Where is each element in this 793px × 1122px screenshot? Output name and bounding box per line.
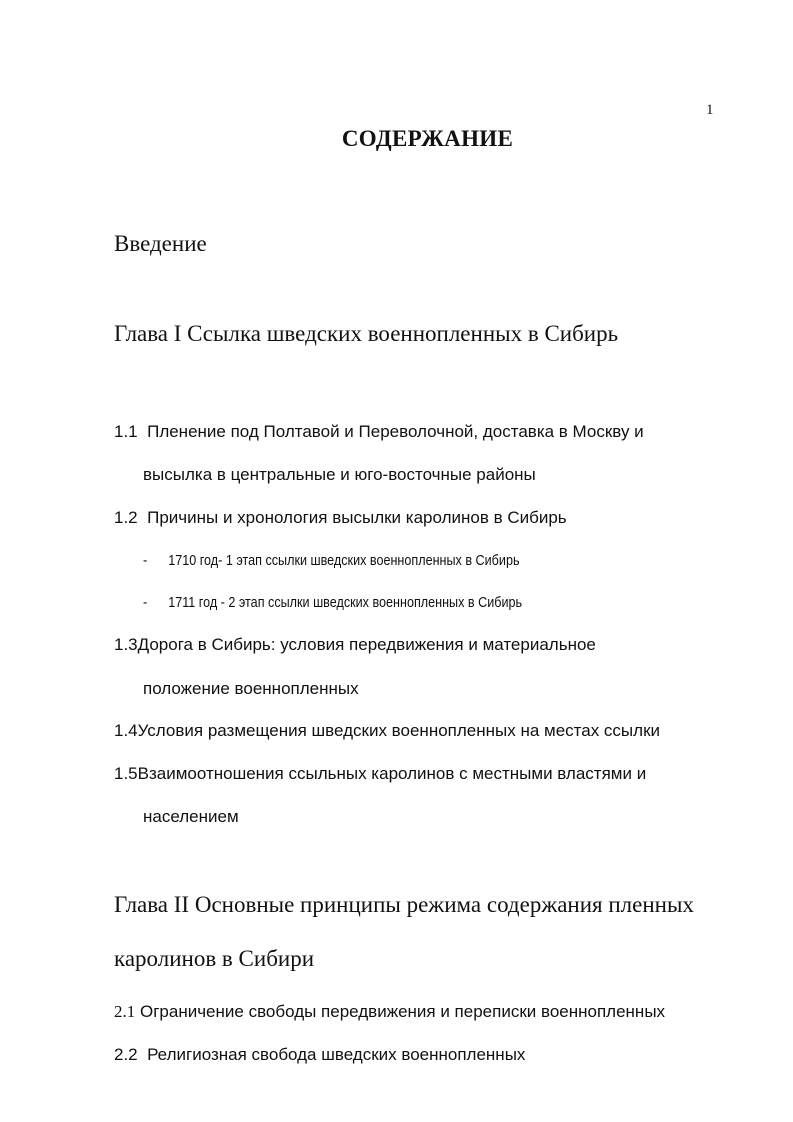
toc-item-text: Пленение под Полтавой и Переволочной, доставка в Москву и	[147, 422, 644, 441]
toc-item-number: 1.4	[114, 721, 138, 740]
toc-item-text: Условия размещения шведских военнопленных на местах ссылки	[137, 721, 661, 740]
toc-item-1-3-continuation: положение военнопленных	[143, 679, 359, 698]
toc-item-text: Дорога в Сибирь: условия передвижения и материальное	[137, 635, 596, 654]
toc-item-number: 1.2	[114, 508, 138, 527]
toc-item-number: 2.1	[114, 1002, 136, 1021]
page-title: СОДЕРЖАНИЕ	[341, 126, 514, 151]
toc-item-1-4	[114, 721, 660, 741]
toc-item-2-2	[114, 1045, 525, 1065]
toc-item-number: 2.2	[114, 1045, 138, 1064]
toc-item-text: Ограничение свободы передвижения и переписки военнопленных	[139, 1002, 666, 1021]
toc-chapter-1-title: Глава I Ссылка шведских военнопленных в Сибирь	[114, 321, 619, 346]
toc-item-1-1-continuation: высылка в центральные и юго-восточные районы	[143, 465, 536, 484]
toc-subitem-1710	[143, 552, 520, 569]
toc-introduction: Введение	[114, 231, 207, 256]
toc-item-1-2	[114, 508, 567, 528]
page-number: 1	[706, 102, 714, 118]
toc-item-text: Причины и хронология высылки каролинов в Сибирь	[147, 508, 567, 527]
toc-item-2-1	[114, 1002, 665, 1022]
toc-item-1-1	[114, 422, 644, 442]
toc-item-number: 1.1	[114, 422, 138, 441]
toc-item-text: Взаимоотношения ссыльных каролинов с местными властями и	[137, 764, 647, 783]
toc-chapter-2-title: Глава II Основные принципы режима содержания пленных	[114, 892, 694, 917]
toc-item-1-3	[114, 635, 596, 655]
toc-subitem-text: 1710 год- 1 этап ссылки шведских военнопленных в Сибирь	[168, 552, 520, 569]
toc-subitem-text: 1711 год - 2 этап ссылки шведских военнопленных в Сибирь	[168, 594, 523, 611]
dash-bullet: -	[143, 552, 148, 569]
toc-item-number: 1.5	[114, 764, 138, 783]
toc-chapter-2-title-continuation: каролинов в Сибири	[114, 946, 315, 971]
toc-item-1-5	[114, 764, 646, 784]
toc-item-1-5-continuation: населением	[143, 807, 239, 826]
toc-item-text: Религиозная свобода шведских военнопленных	[147, 1045, 526, 1064]
toc-item-number: 1.3	[114, 635, 138, 654]
toc-subitem-1711	[143, 594, 522, 611]
dash-bullet: -	[143, 594, 148, 611]
